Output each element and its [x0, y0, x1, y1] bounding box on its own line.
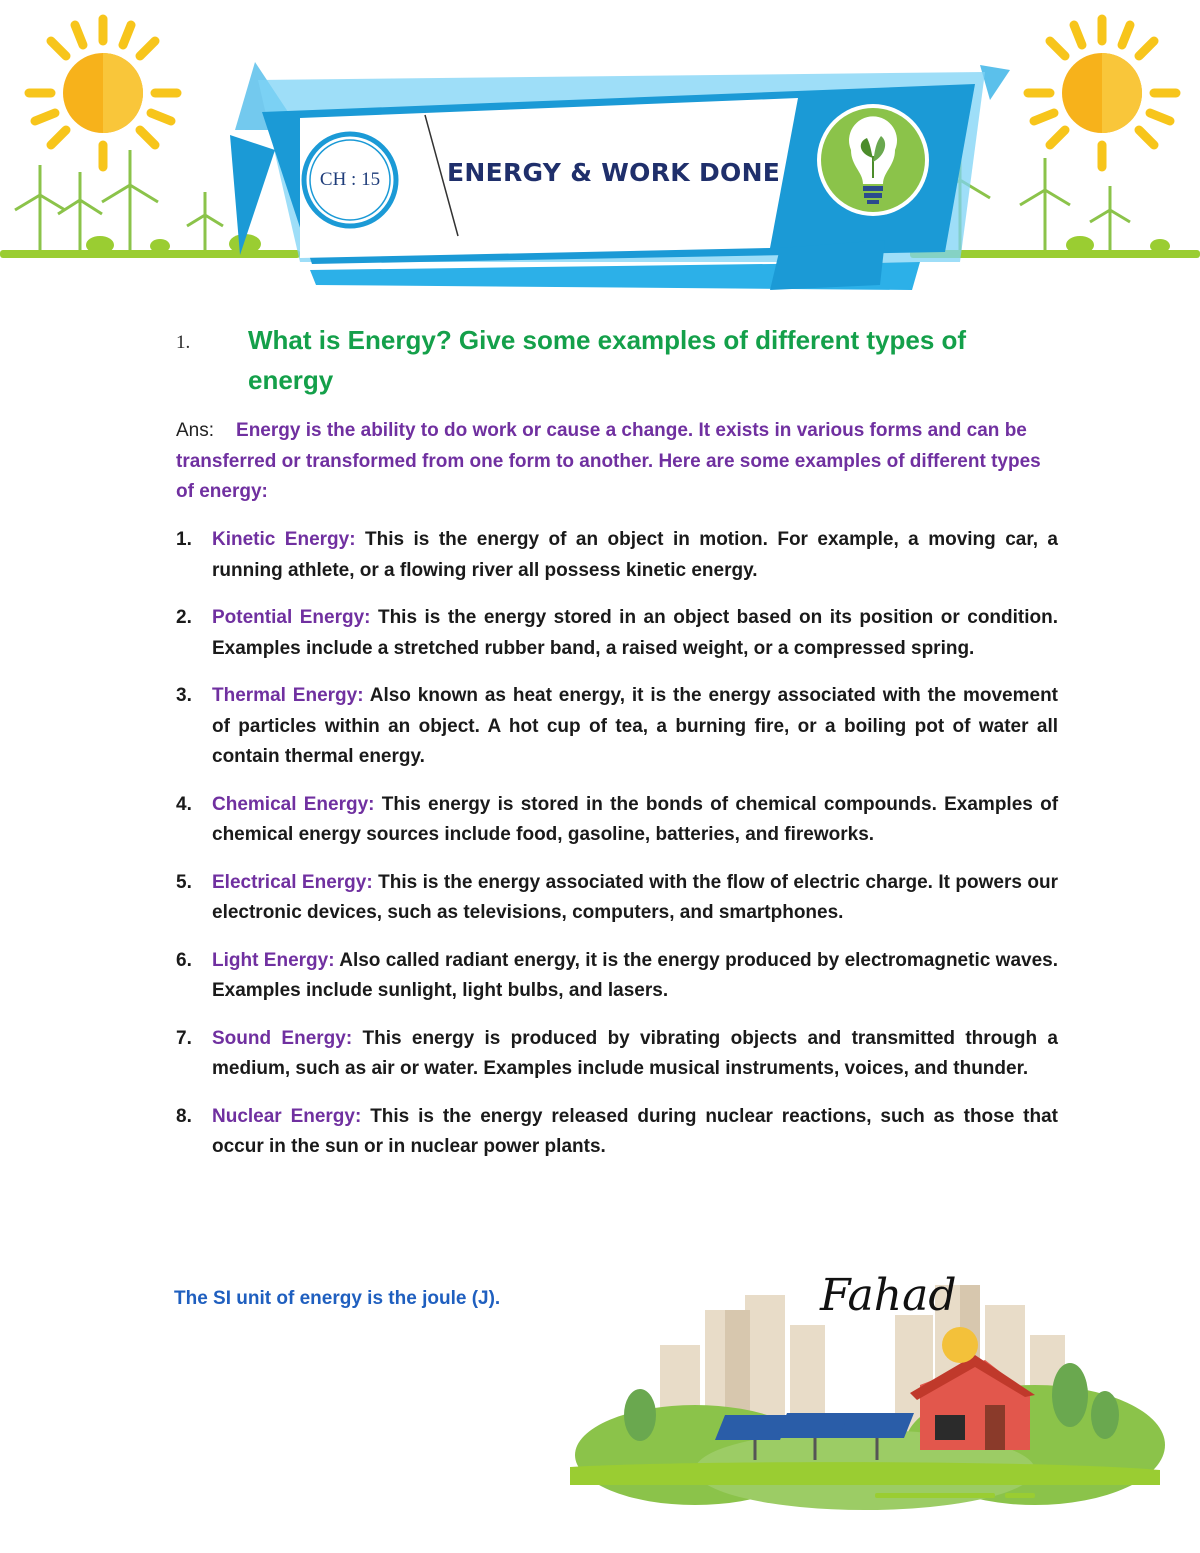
lightbulb-leaf-icon [817, 104, 929, 216]
footer-city-art [565, 1255, 1165, 1535]
energy-description: Also known as heat energy, it is the energy associated with the movement of particles within an object. A hot cup of tea, a burning fire, or a boiling pot of water all contain thermal energy. [212, 685, 1059, 767]
energy-description: This energy is stored in the bonds of chemical compounds. Examples of chemical energy sources include food, gasoline, batteries, and fireworks. [212, 793, 1059, 845]
question-block [176, 320, 1046, 400]
list-item-number: 8. [176, 1105, 192, 1127]
energy-term: Sound Energy: [212, 1027, 353, 1049]
list-item [176, 603, 1058, 664]
energy-term: Nuclear Energy: [212, 1105, 362, 1127]
energy-term: Chemical Energy: [212, 793, 375, 815]
list-item-number: 5. [176, 871, 192, 893]
energy-term: Light Energy: [212, 949, 335, 971]
list-item [176, 525, 1058, 586]
list-item-number: 1. [176, 529, 192, 550]
energy-description: This is the energy stored in an object based on its position or condition. Examples include a stretched rubber band, a raised weight, or a compressed spring. [212, 607, 1059, 659]
energy-description: This energy is produced by vibrating objects and transmitted through a medium, such as air or water. Examples include musical instruments, voices, and thunder. [212, 1027, 1058, 1079]
list-item [176, 1024, 1058, 1085]
signature: Fahad [820, 1270, 957, 1321]
energy-term: Potential Energy: [212, 607, 371, 628]
list-item-number: 2. [176, 607, 192, 628]
si-unit-note: The SI unit of energy is the joule (J). [174, 1288, 501, 1309]
list-item [176, 946, 1058, 1007]
answer-intro-text: Energy is the ability to do work or cause a change. It exists in various forms and can be transferred or transformed from one form to another. Here are some examples of different types of energy: [176, 420, 1041, 502]
energy-term: Thermal Energy: [212, 685, 364, 706]
list-item [176, 790, 1058, 851]
energy-types-list [176, 525, 1058, 1180]
sun-icon [1028, 19, 1176, 167]
sun-icon [29, 19, 177, 167]
list-item [176, 681, 1058, 773]
wind-turbine-icon [15, 150, 223, 250]
energy-term: Electrical Energy: [212, 871, 373, 893]
energy-description: This is the energy released during nuclear reactions, such as those that occur in the sun or in nuclear power plants. [212, 1105, 1058, 1157]
question-text: What is Energy? Give some examples of different types of energy [248, 325, 967, 395]
chapter-label: CH : 15 [319, 169, 381, 190]
list-item-number: 7. [176, 1027, 192, 1049]
list-item-number: 6. [176, 949, 192, 971]
list-item [176, 1102, 1058, 1163]
list-item [176, 868, 1058, 929]
energy-term: Kinetic Energy: [212, 529, 356, 550]
answer-intro [176, 416, 1056, 508]
question-number: 1. [176, 332, 191, 353]
list-item-number: 4. [176, 793, 192, 815]
energy-description: Also called radiant energy, it is the energy produced by electromagnetic waves. Examples include sunlight, light bulbs, and lasers. [212, 949, 1058, 1001]
header-banner-art [0, 0, 1200, 300]
energy-description: This is the energy associated with the flow of electric charge. It powers our electronic devices, such as televisions, computers, and smartphones. [212, 871, 1058, 923]
chapter-title: ENERGY & WORK DONE [447, 158, 781, 187]
answer-label: Ans: [176, 420, 215, 441]
list-item-number: 3. [176, 685, 192, 706]
energy-description: This is the energy of an object in motion. For example, a moving car, a running athlete, or a flowing river all possess kinetic energy. [212, 529, 1058, 581]
